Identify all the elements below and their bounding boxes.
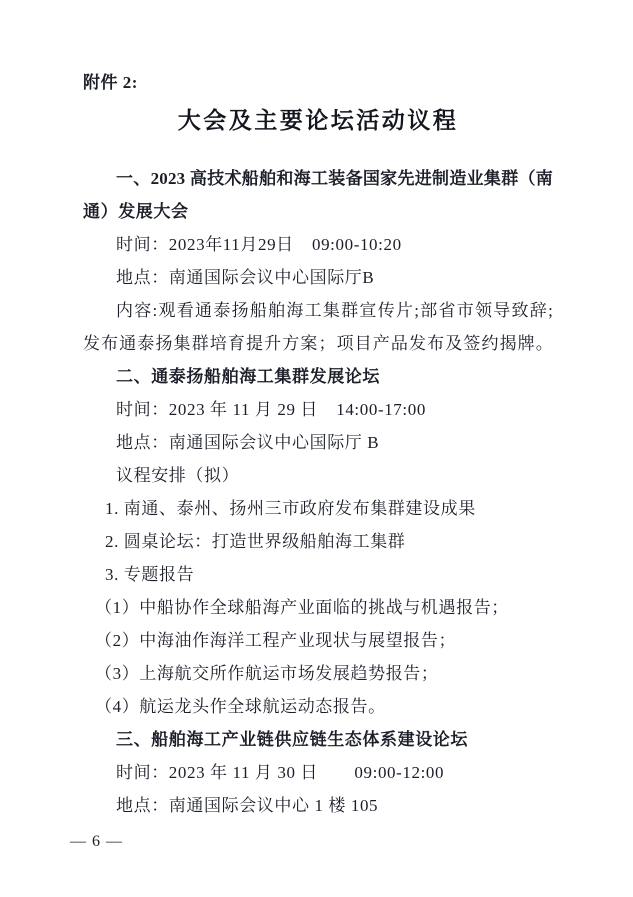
section-2-agenda-label: 议程安排（拟） bbox=[116, 466, 240, 485]
agenda-item-3: 3. 专题报告 bbox=[105, 565, 195, 584]
section-3-location: 地点：南通国际会议中心 1 楼 105 bbox=[116, 796, 379, 815]
section-1-time: 时间：2023年11月29日 09:00-10:20 bbox=[116, 235, 402, 254]
agenda-item-1: 1. 南通、泰州、扬州三市政府发布集群建设成果 bbox=[105, 499, 476, 518]
section-3-heading: 三、船舶海工产业链供应链生态体系建设论坛 bbox=[116, 730, 468, 749]
section-3-time: 时间：2023 年 11 月 30 日 09:00-12:00 bbox=[116, 763, 445, 782]
report-item-2: （2）中海油作海洋工程产业现状与展望报告； bbox=[95, 631, 457, 650]
section-1-content-line-1: 内容:观看通泰扬船舶海工集群宣传片;部省市领导致辞; bbox=[116, 301, 553, 320]
agenda-item-2: 2. 圆桌论坛：打造世界级船舶海工集群 bbox=[105, 532, 406, 551]
section-1-content-line-2: 发布通泰扬集群培育提升方案；项目产品发布及签约揭牌。 bbox=[83, 334, 553, 353]
report-item-3: （3）上海航交所作航运市场发展趋势报告； bbox=[95, 664, 439, 683]
page-number: — 6 — bbox=[70, 833, 123, 850]
section-1-location: 地点：南通国际会议中心国际厅B bbox=[116, 268, 375, 287]
section-2-heading: 二、通泰扬船舶海工集群发展论坛 bbox=[116, 367, 380, 386]
report-item-4: （4）航运龙头作全球航运动态报告。 bbox=[95, 697, 386, 716]
section-1-heading-line-1: 一、2023 高技术船舶和海工装备国家先进制造业集群（南 bbox=[116, 169, 553, 188]
attachment-label: 附件 2: bbox=[83, 73, 138, 92]
report-item-1: （1）中船协作全球船海产业面临的挑战与机遇报告； bbox=[95, 598, 509, 617]
section-2-location: 地点：南通国际会议中心国际厅 B bbox=[116, 433, 380, 452]
section-2-time: 时间：2023 年 11 月 29 日 14:00-17:00 bbox=[116, 400, 426, 419]
section-1-heading-line-2: 通）发展大会 bbox=[83, 202, 189, 221]
page-title: 大会及主要论坛活动议程 bbox=[177, 108, 459, 133]
